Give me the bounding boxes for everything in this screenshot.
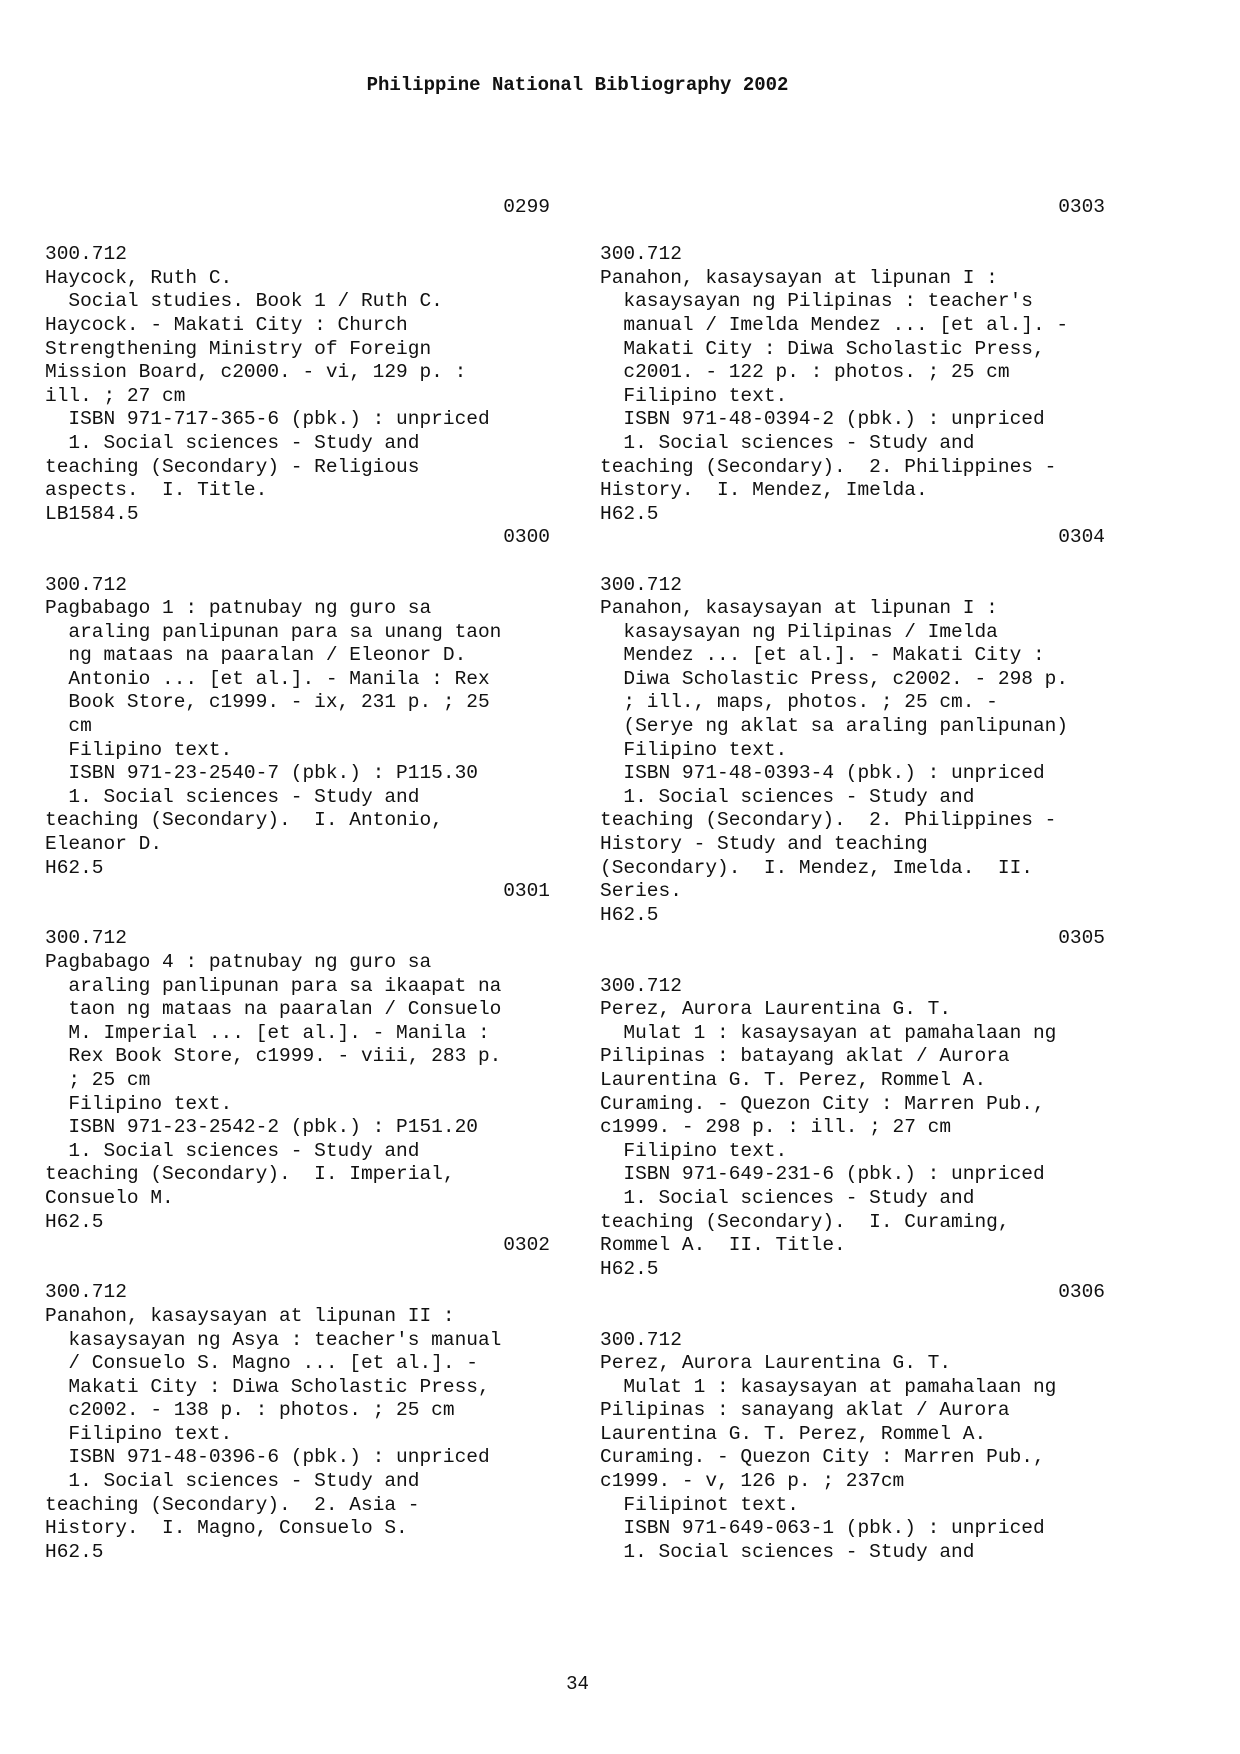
entry-line: kasaysayan ng Pilipinas / Imelda (600, 620, 998, 643)
entry-line: (Secondary). I. Mendez, Imelda. II. (600, 856, 1033, 879)
entry-line: Mission Board, c2000. - vi, 129 p. : (45, 361, 467, 384)
page-title: Philippine National Bibliography 2002 (366, 74, 789, 96)
entry-line: 1. Social sciences - Study and (45, 1139, 420, 1162)
entry-line: LB1584.5 (45, 502, 139, 525)
entry-line: 1. Social sciences - Study and (45, 1470, 420, 1493)
entry-line: 300.712 (600, 573, 682, 596)
entry-line: M. Imperial ... [et al.]. - Manila : (45, 1021, 490, 1044)
entry-line: Curaming. - Quezon City : Marren Pub., (600, 1446, 1045, 1469)
entry-line: Pilipinas : batayang aklat / Aurora (600, 1045, 1010, 1068)
entry-line: / Consuelo S. Magno ... [et al.]. - (45, 1352, 478, 1375)
entry-line: Panahon, kasaysayan at lipunan I : (600, 597, 998, 620)
entry-line: Social studies. Book 1 / Ruth C. (45, 290, 443, 313)
bibliography-entry (45, 880, 550, 1234)
entry-number: 0306 (1058, 1281, 1105, 1304)
entry-line: kasaysayan ng Pilipinas : teacher's (600, 290, 1033, 313)
entry-line: 1. Social sciences - Study and (600, 1186, 975, 1209)
entry-line: Pagbabago 1 : patnubay ng guro sa (45, 597, 432, 620)
entry-line: Rommel A. II. Title. (600, 1234, 846, 1257)
entry-line: 300.712 (45, 243, 127, 266)
entry-line: ISBN 971-23-2542-2 (pbk.) : P151.20 (45, 1116, 478, 1139)
entry-number: 0303 (1058, 196, 1105, 218)
entry-line: Makati City : Diwa Scholastic Press, (45, 1375, 490, 1398)
entry-line: 1. Social sciences - Study and (600, 785, 975, 808)
entry-line: 300.712 (600, 1328, 682, 1351)
entry-line: 1. Social sciences - Study and (600, 431, 975, 454)
entry-line: ISBN 971-48-0393-4 (pbk.) : unpriced (600, 762, 1045, 785)
entry-line: 1. Social sciences - Study and (45, 785, 420, 808)
entry-line: ; ill., maps, photos. ; 25 cm. - (600, 691, 998, 714)
entry-line: ISBN 971-649-063-1 (pbk.) : unpriced (600, 1517, 1045, 1540)
entry-line: Perez, Aurora Laurentina G. T. (600, 1352, 952, 1375)
entry-line: 300.712 (600, 243, 682, 266)
entry-line: Eleanor D. (45, 833, 163, 856)
entry-number: 0302 (503, 1234, 550, 1257)
entry-line: ISBN 971-48-0394-2 (pbk.) : unpriced (600, 408, 1045, 431)
entry-line: Mendez ... [et al.]. - Makati City : (600, 644, 1045, 667)
entry-line: ; 25 cm (45, 1068, 151, 1091)
page-number: 34 (566, 1673, 589, 1695)
entry-line: ISBN 971-649-231-6 (pbk.) : unpriced (600, 1163, 1045, 1186)
entry-line: H62.5 (45, 1210, 104, 1233)
entry-line: Antonio ... [et al.]. - Manila : Rex (45, 667, 490, 690)
entry-line: Filipino text. (600, 1139, 788, 1162)
entry-line: Curaming. - Quezon City : Marren Pub., (600, 1092, 1045, 1115)
entry-line: aspects. I. Title. (45, 479, 268, 502)
entry-line: teaching (Secondary). 2. Philippines - (600, 809, 1057, 832)
entry-line: manual / Imelda Mendez ... [et al.]. - (600, 313, 1069, 336)
bibliography-entry (45, 1234, 550, 1564)
entry-line: teaching (Secondary). I. Imperial, (45, 1163, 455, 1186)
entry-line: Filipino text. (600, 738, 788, 761)
entry-line: c1999. - v, 126 p. ; 237cm (600, 1470, 905, 1493)
entry-line: History. I. Magno, Consuelo S. (45, 1517, 408, 1540)
entry-number: 0299 (503, 196, 550, 218)
entry-line: cm (45, 715, 92, 738)
entry-line: Rex Book Store, c1999. - viii, 283 p. (45, 1045, 502, 1068)
entry-line: Filipino text. (600, 384, 788, 407)
entry-number: 0301 (503, 880, 550, 903)
entry-line: kasaysayan ng Asya : teacher's manual (45, 1328, 502, 1351)
entry-line: ISBN 971-23-2540-7 (pbk.) : P115.30 (45, 762, 478, 785)
entry-number: 0305 (1058, 927, 1105, 950)
entry-line: Haycock. - Makati City : Church (45, 313, 408, 336)
entry-line: Book Store, c1999. - ix, 231 p. ; 25 (45, 691, 490, 714)
entry-line: araling panlipunan para sa unang taon (45, 620, 502, 643)
bibliography-entry (600, 526, 1105, 927)
entry-line: 300.712 (45, 1281, 127, 1304)
bibliography-entry (45, 526, 550, 880)
entry-line: Pagbabago 4 : patnubay ng guro sa (45, 951, 432, 973)
entry-line: teaching (Secondary). 2. Philippines - (600, 455, 1057, 478)
entry-line: Haycock, Ruth C. (45, 266, 233, 289)
entry-line: 300.712 (600, 974, 682, 997)
entry-line: ng mataas na paaralan / Eleonor D. (45, 644, 467, 667)
bibliography-entry (600, 1281, 1105, 1564)
entry-line: ill. ; 27 cm (45, 384, 186, 407)
entry-line: H62.5 (600, 1257, 659, 1280)
bibliography-entry (45, 196, 550, 526)
entry-line: teaching (Secondary) - Religious (45, 455, 420, 478)
entry-line: taon ng mataas na paaralan / Consuelo (45, 998, 502, 1021)
entry-line: H62.5 (600, 903, 659, 926)
bibliography-entry (600, 196, 1105, 526)
entry-line: H62.5 (45, 1540, 104, 1563)
entry-line: Diwa Scholastic Press, c2002. - 298 p. (600, 667, 1069, 690)
entry-line: Filipino text. (45, 738, 233, 761)
entry-line: ISBN 971-48-0396-6 (pbk.) : unpriced (45, 1446, 490, 1469)
entry-line: Strengthening Ministry of Foreign (45, 337, 432, 360)
entry-line: Laurentina G. T. Perez, Rommel A. (600, 1068, 987, 1091)
entry-number: 0300 (503, 526, 550, 549)
entry-line: Consuelo M. (45, 1186, 174, 1209)
entry-line: Makati City : Diwa Scholastic Press, (600, 337, 1045, 360)
entry-line: 300.712 (45, 927, 127, 950)
entry-line: ISBN 971-717-365-6 (pbk.) : unpriced (45, 408, 490, 431)
entry-line: Mulat 1 : kasaysayan at pamahalaan ng (600, 1021, 1057, 1044)
entry-line: Perez, Aurora Laurentina G. T. (600, 998, 952, 1021)
entry-line: c1999. - 298 p. : ill. ; 27 cm (600, 1116, 952, 1139)
entry-line: 300.712 (45, 573, 127, 596)
entry-line: teaching (Secondary). I. Antonio, (45, 809, 443, 832)
entry-line: c2002. - 138 p. : photos. ; 25 cm (45, 1399, 455, 1422)
entry-line: Filipinot text. (600, 1493, 799, 1516)
right-column (600, 196, 1105, 1564)
entry-line: araling panlipunan para sa ikaapat na (45, 974, 502, 997)
entry-line: Filipino text. (45, 1092, 233, 1115)
entry-line: teaching (Secondary). 2. Asia - (45, 1493, 420, 1516)
entry-line: History - Study and teaching (600, 833, 928, 856)
entry-line: H62.5 (600, 502, 659, 525)
entry-line: Panahon, kasaysayan at lipunan II : (45, 1304, 455, 1327)
bibliography-entry (600, 927, 1105, 1281)
entry-line: Pilipinas : sanayang aklat / Aurora (600, 1399, 1010, 1422)
entry-line: Filipino text. (45, 1422, 233, 1445)
entry-line: Panahon, kasaysayan at lipunan I : (600, 266, 998, 289)
entry-line: Laurentina G. T. Perez, Rommel A. (600, 1422, 987, 1445)
entry-line: Mulat 1 : kasaysayan at pamahalaan ng (600, 1375, 1057, 1398)
entry-number: 0304 (1058, 526, 1105, 549)
left-column (45, 196, 550, 1564)
entry-line: H62.5 (45, 856, 104, 879)
entry-line: 1. Social sciences - Study and (600, 1540, 975, 1563)
entry-line: 1. Social sciences - Study and (45, 431, 420, 454)
entry-line: c2001. - 122 p. : photos. ; 25 cm (600, 361, 1010, 384)
entry-line: (Serye ng aklat sa araling panlipunan) (600, 715, 1069, 738)
entry-line: teaching (Secondary). I. Curaming, (600, 1210, 1010, 1233)
entry-line: Series. (600, 880, 682, 903)
entry-line: History. I. Mendez, Imelda. (600, 479, 928, 502)
